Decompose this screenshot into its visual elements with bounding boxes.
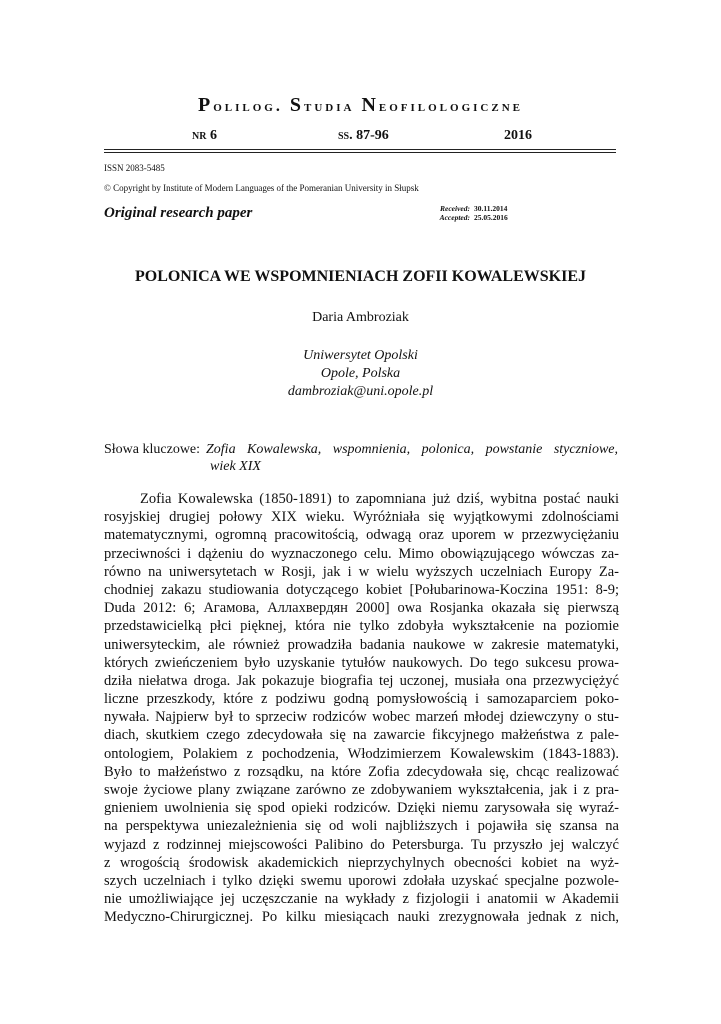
body-line: chodniej zakazu studiowania dotyczącego kobiet [Połubarinowa-Koczina 1951: 8-9;	[104, 581, 619, 598]
body-line: dziła niełatwa droga. Jak pokazuje biografia tej uczonej, musiała ona przezwyciężyć	[104, 672, 619, 689]
journal-title-part: tudia	[303, 98, 355, 115]
body-line: szych uczelniach i tylko dzięki swemu uporowi zdołała uzyskać specjalne pozwole-	[104, 872, 619, 889]
body-line: liczne przeszkody, które z podziwu godną pomysłowością i samozaparciem poko-	[104, 691, 619, 708]
affiliation-university: Uniwersytet Opolski	[303, 348, 418, 363]
body-line: na perspektywa uniezależnienia się od woli najbliższych i pojawiła się szansa na	[104, 818, 619, 835]
issue-pages: ss. 87-96	[338, 128, 389, 143]
journal-title-part: N	[361, 94, 379, 116]
body-line: swoje życiowe plany związane zarówno ze zdobywaniem wykształcenia, jak i z pra-	[104, 782, 619, 798]
body-line: Medyczno-Chirurgicznej. Po kilku miesiącach nauki zrezygnowała jednak z nich,	[104, 909, 619, 926]
body-line: wyjazd z rodzinnej miejscowości Palibino do Petersburga. Tu przyszło jej walczyć	[104, 836, 619, 853]
body-line: równo na uniwersytetach w Rosji, jak i w wielu wyższych uczelniach Europy Za-	[104, 563, 619, 580]
issn: ISSN 2083-5485	[104, 163, 165, 173]
submission-dates	[438, 204, 508, 222]
body-line: przedstawicielką płci pięknej, która nie tylko zdobyła wykształcenie na poziomie	[104, 618, 619, 635]
body-line: nywała. Najpierw był to sprzeciw rodziców wobec marzeń młodej dziewczyny o stu-	[104, 709, 619, 726]
body-line: nie umożliwiające jej uczęszczanie na wykłady z fizjologii i anatomii w Akademii	[104, 891, 619, 908]
journal-title-part: eofilologiczne	[378, 98, 523, 115]
header-rule	[104, 149, 616, 150]
body-line: diach, skutkiem czego zdecydowała się na zawarcie fikcyjnego małżeństwa z pale-	[104, 727, 619, 744]
issue-info	[104, 128, 616, 148]
body-line: z wrogością środowisk akademickich nieprzychylnych obecności kobiet na wyż-	[104, 854, 619, 871]
journal-title-part: olilog.	[213, 98, 283, 115]
body-line: Zofia Kowalewska (1850-1891) to zapomniana już dziś, wybitna postać nauki	[140, 491, 619, 507]
issue-year: 2016	[504, 128, 532, 143]
body-line: przeciwności i dążeniu do wyznaczonego celu. Mimo obowiązującego wówczas za-	[104, 545, 619, 562]
journal-title	[0, 94, 721, 117]
keywords-line-2: wiek XIX	[210, 459, 261, 474]
accepted-label: Accepted:	[439, 213, 470, 222]
header-rule-secondary	[104, 152, 616, 153]
accepted-date: 25.05.2016	[474, 213, 508, 222]
body-line: których zwieńczeniem było uzyskanie tytułów naukowych. Do tego sukcesu prowa-	[104, 654, 619, 671]
body-line: rosyjskiej drugiej połowy XIX wieku. Wyróżniała się wyjątkowymi zdolnościami	[104, 509, 619, 526]
body-paragraph	[104, 490, 619, 927]
body-line: gnieniem uwolnienia się spod opieki rodziców. Dzięki niemu zarysowała się wyraź-	[104, 800, 619, 817]
journal-title-part: S	[289, 94, 304, 116]
body-line: uniwersyteckim, ale również prowadziła badania naukowe w zakresie matematyki,	[104, 636, 619, 653]
body-line: Było to małżeństwo z rozsądku, na które Zofia zdecydowała się, chcąc realizować	[104, 763, 619, 780]
body-line: matematycznymi, ogromną pracowitością, odwagą oraz uporem w przezwyciężaniu	[104, 527, 619, 544]
received-date: 30.11.2014	[474, 204, 508, 213]
keywords-label: Słowa kluczowe:	[104, 442, 201, 457]
affiliation-city: Opole, Polska	[320, 366, 401, 381]
journal-title-part: P	[198, 94, 214, 116]
article-title: POLONICA WE WSPOMNIENIACH ZOFII KOWALEWSKIEJ	[134, 268, 587, 285]
copyright: © Copyright by Institute of Modern Languages of the Pomeranian University in Słupsk	[104, 183, 419, 193]
issue-number: nr 6	[192, 128, 217, 143]
author-name: Daria Ambroziak	[312, 310, 409, 325]
keywords-line-1: Zofia Kowalewska, wspomnienia, polonica, powstanie styczniowe,	[206, 442, 618, 457]
received-label: Received:	[440, 204, 470, 213]
author-email[interactable]: dambroziak@uni.opole.pl	[287, 384, 434, 399]
body-line: Duda 2012: 6; Агамова, Аллахвердян 2000] owa Rosjanka okazała się pierwszą	[104, 600, 619, 617]
body-line: ontologiem, Polakiem z pochodzenia, Włodzimierzem Kowalewskim (1843-1883).	[104, 745, 619, 762]
paper-type: Original research paper	[104, 205, 253, 221]
